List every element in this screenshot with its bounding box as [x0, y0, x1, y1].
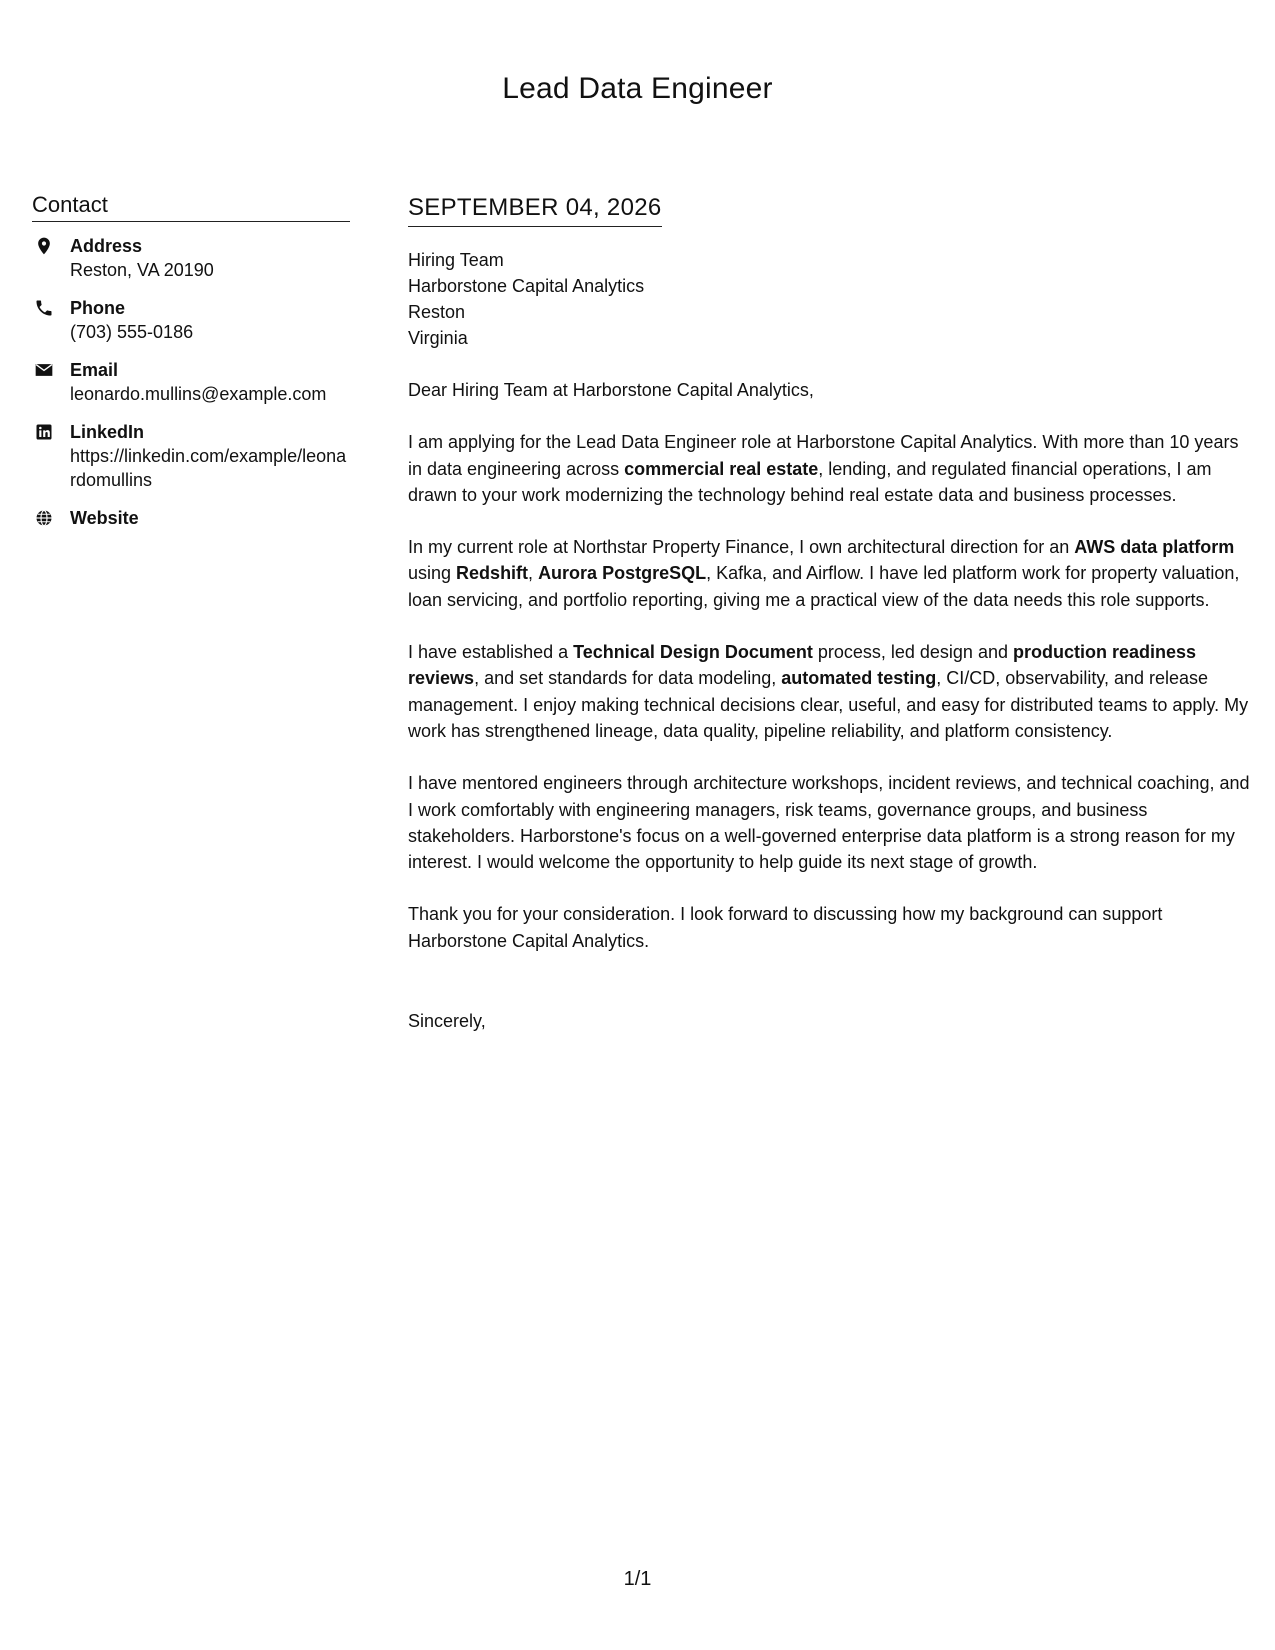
- globe-icon: [34, 508, 54, 528]
- paragraph-text: , lending, and regulated financial operations, I am drawn to your work modernizing the technology behind real estate data and business processes.: [408, 458, 1212, 505]
- address-value: Reston, VA 20190: [70, 260, 214, 280]
- document-title: Lead Data Engineer: [502, 72, 773, 105]
- paragraph-text: I am applying for the Lead Data Engineer role at Harborstone Capital Analytics. With more than 10 years in data engineering across: [408, 432, 1239, 479]
- contact-item-address: [32, 234, 350, 282]
- emphasis-text: Technical Design Document: [573, 642, 813, 663]
- paragraph-text: , and set standards for data modeling,: [474, 668, 782, 689]
- email-value[interactable]: leonardo.mullins@example.com: [70, 384, 327, 404]
- page-number: 1/1: [623, 1568, 652, 1590]
- envelope-icon: [34, 360, 54, 380]
- emphasis-text: Aurora PostgreSQL: [538, 563, 707, 584]
- letter-paragraphs: [408, 429, 1254, 954]
- contact-label: Email: [70, 360, 119, 380]
- contact-sidebar: [32, 192, 350, 544]
- paragraph-text: using: [408, 563, 457, 584]
- emphasis-text: commercial real estate: [624, 458, 819, 479]
- body-paragraph: [408, 429, 1254, 508]
- closing: Sincerely,: [408, 1011, 486, 1032]
- linkedin-icon: [34, 422, 54, 442]
- contact-item-phone: [32, 296, 350, 344]
- recipient-line: Harborstone Capital Analytics: [408, 276, 645, 296]
- phone-icon: [34, 298, 54, 318]
- contact-label: Address: [70, 236, 143, 256]
- map-pin-icon: [34, 236, 54, 256]
- contact-heading: Contact: [32, 192, 350, 222]
- body-paragraph: [408, 639, 1254, 744]
- contact-label: Phone: [70, 298, 126, 318]
- salutation: Dear Hiring Team at Harborstone Capital Analytics,: [408, 380, 814, 400]
- letter-date: SEPTEMBER 04, 2026: [408, 194, 662, 227]
- contact-label: Website: [70, 508, 139, 528]
- linkedin-value[interactable]: https://linkedin.com/example/leonardomullins: [70, 446, 347, 490]
- emphasis-text: AWS data platform: [1074, 537, 1235, 558]
- recipient-line: Virginia: [408, 328, 468, 348]
- contact-label: LinkedIn: [70, 422, 145, 442]
- contact-item-email: [32, 358, 350, 406]
- paragraph-text: In my current role at Northstar Property Finance, I own architectural direction for an: [408, 537, 1075, 558]
- paragraph-text: , CI/CD, observability, and release management. I enjoy making technical decisions clear, useful, and easy for distributed teams to apply. My work has strengthened lineage, data quality, pipeline reliability, and platform consistency.: [408, 668, 1249, 741]
- paragraph-text: ,: [528, 563, 539, 584]
- letter-body: [408, 194, 1254, 1034]
- recipient-line: Reston: [408, 302, 466, 322]
- paragraph-text: , Kafka, and Airflow. I have led platform work for property valuation, loan servicing, and portfolio reporting, giving me a practical view of the data needs this role supports.: [408, 563, 1240, 610]
- emphasis-text: Redshift: [456, 563, 529, 584]
- paragraph-text: I have established a: [408, 642, 574, 663]
- contact-item-linkedin: [32, 420, 350, 492]
- contact-item-website: [32, 506, 350, 530]
- emphasis-text: automated testing: [781, 668, 937, 689]
- paragraph-text: process, led design and: [812, 642, 1013, 663]
- recipient-line: Hiring Team: [408, 250, 504, 270]
- paragraph-text: Thank you for your consideration. I look forward to discussing how my background can support Harborstone Capital Analytics.: [408, 904, 1163, 951]
- body-paragraph: [408, 901, 1254, 954]
- body-paragraph: [408, 534, 1254, 613]
- recipient-block: [408, 247, 1254, 351]
- body-paragraph: [408, 770, 1254, 875]
- emphasis-text: production readiness reviews: [408, 642, 1197, 689]
- paragraph-text: I have mentored engineers through architecture workshops, incident reviews, and technical coaching, and I work comfortably with engineering managers, risk teams, governance groups, and business stakeholders. Harborstone's focus on a well-governed enterprise data platform is a strong reason for my interest. I would welcome the opportunity to help guide its next stage of growth.: [408, 773, 1250, 873]
- phone-value: (703) 555-0186: [70, 322, 194, 342]
